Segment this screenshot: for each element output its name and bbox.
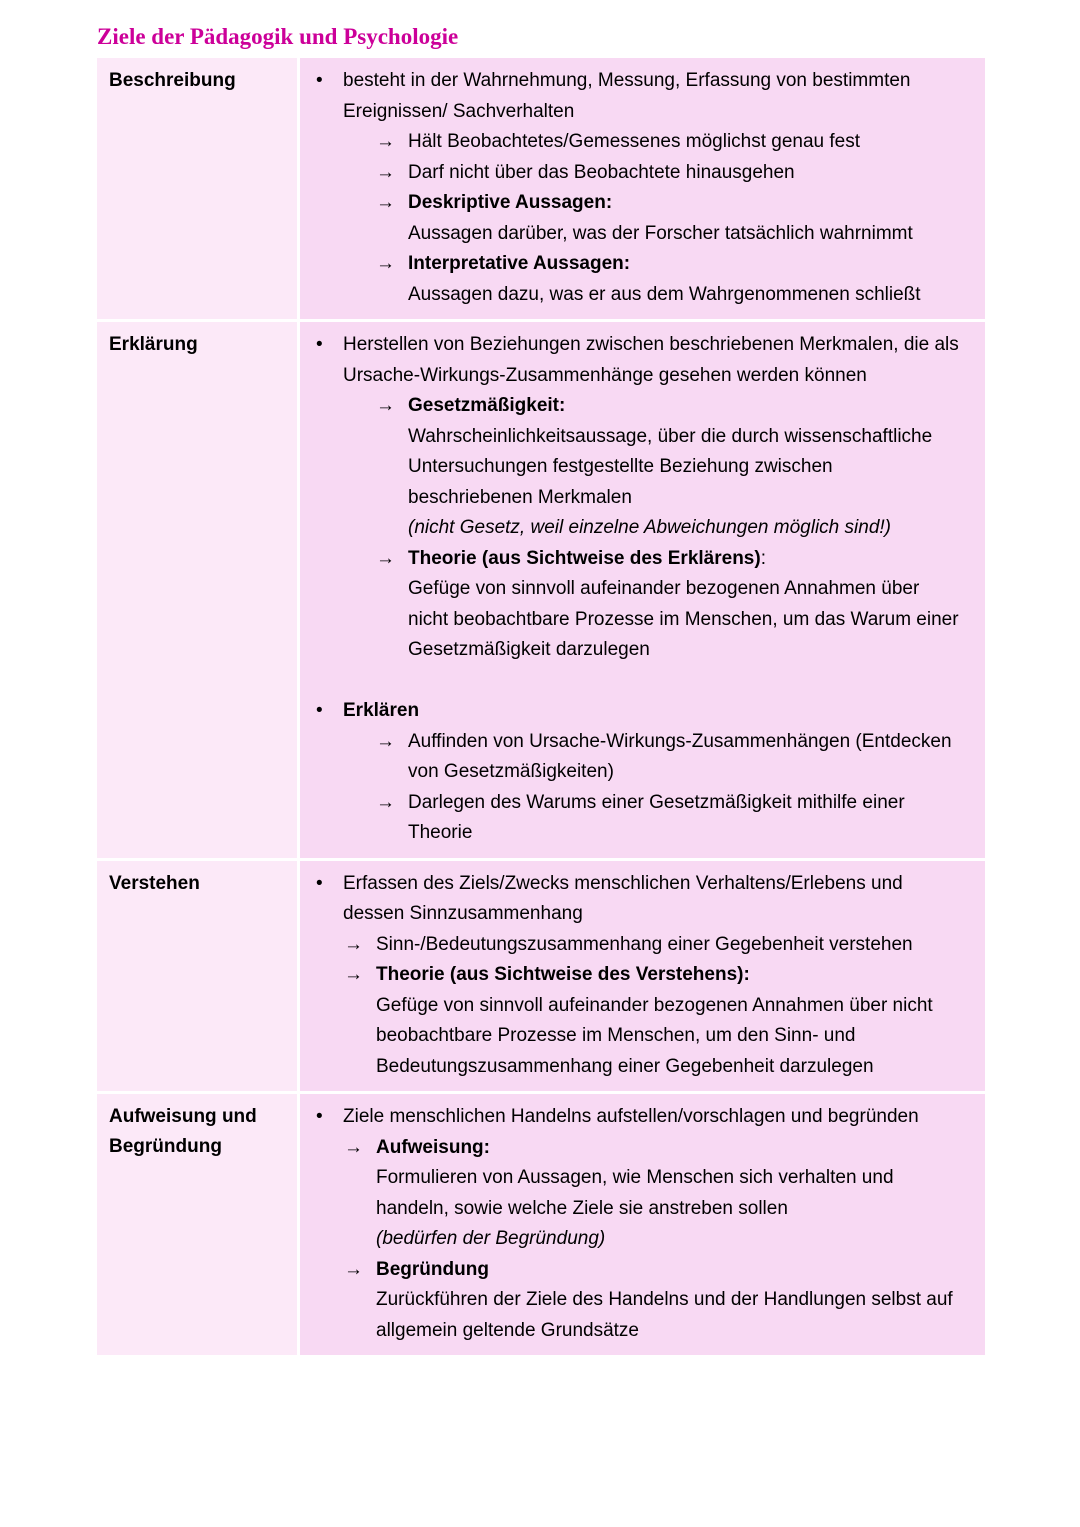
sub-text	[376, 1285, 961, 1346]
bullet-item	[316, 1102, 961, 1133]
arrow-item	[344, 960, 961, 991]
item-text: Sinn-/Bedeutungszusammenhang einer Gegebenheit verstehen	[376, 933, 913, 955]
arrow-item	[376, 127, 961, 158]
arrow-icon: →	[376, 791, 395, 813]
arrow-icon: →	[376, 161, 395, 183]
arrow-item	[344, 1133, 961, 1164]
arrow-item	[344, 1255, 961, 1286]
arrow-icon: →	[344, 933, 363, 955]
arrow-icon: →	[376, 395, 395, 416]
bullet-item	[316, 66, 961, 127]
arrow-item	[376, 158, 961, 189]
row-label: Verstehen	[97, 861, 297, 1092]
sub-text	[408, 422, 961, 514]
arrow-item	[344, 930, 961, 961]
item-text: Gefüge von sinnvoll aufeinander bezogenen Annahmen über nicht beobachtbare Prozesse im Menschen, um den Sinn- und Bedeutungszusammenhang einer Gegebenheit darzulegen	[376, 994, 933, 1077]
arrow-item	[376, 544, 961, 575]
item-text: Erklären	[343, 700, 420, 721]
item-text: Aussagen darüber, was der Forscher tatsächlich wahrnimmt	[408, 222, 913, 244]
bullet-icon: •	[316, 872, 323, 894]
item-text: Theorie (aus Sichtweise des Erklärens):	[408, 547, 766, 569]
item-text: Aussagen dazu, was er aus dem Wahrgenommenen schließt	[408, 283, 921, 305]
sub-text	[408, 513, 961, 544]
arrow-item	[376, 188, 961, 219]
arrow-icon: →	[376, 547, 395, 569]
arrow-icon: →	[376, 192, 395, 213]
arrow-item	[376, 391, 961, 422]
sub-text	[376, 1163, 961, 1224]
bullet-item	[316, 330, 961, 391]
arrow-icon: →	[344, 964, 363, 985]
blank-line	[316, 666, 961, 697]
item-text: Interpretative Aussagen:	[408, 253, 631, 274]
sub-text	[376, 991, 961, 1083]
row-content	[300, 58, 985, 319]
item-text: Hält Beobachtetes/Gemessenes möglichst genau fest	[408, 131, 861, 152]
bullet-icon: •	[316, 70, 323, 91]
item-text: (bedürfen der Begründung)	[376, 1228, 606, 1249]
item-text: Gefüge von sinnvoll aufeinander bezogenen Annahmen über nicht beobachtbare Prozesse im Menschen, um das Warum einer Gesetzmäßigkeit darzulegen	[408, 578, 959, 660]
item-text: Darf nicht über das Beobachtete hinausgehen	[408, 161, 795, 183]
page-title: Ziele der Pädagogik und Psychologie	[97, 24, 459, 49]
sub-text	[376, 1224, 961, 1255]
item-text: Darlegen des Warums einer Gesetzmäßigkeit mithilfe einer Theorie	[408, 791, 905, 843]
row-content	[300, 1094, 985, 1355]
row-label: Beschreibung	[97, 58, 297, 319]
row-content	[300, 322, 985, 858]
row-label: Aufweisung und Begründung	[97, 1094, 297, 1355]
sub-text	[408, 574, 961, 666]
item-text: Wahrscheinlichkeitsaussage, über die durch wissenschaftliche Untersuchungen festgestellte Beziehung zwischen beschriebenen Merkmalen	[408, 425, 933, 508]
sub-text	[408, 219, 961, 250]
item-text: besteht in der Wahrnehmung, Messung, Erfassung von bestimmten Ereignissen/ Sachverhalten	[343, 70, 911, 122]
arrow-icon: →	[344, 1258, 363, 1280]
arrow-icon: →	[344, 1136, 363, 1158]
item-text: Ziele menschlichen Handelns aufstellen/vorschlagen und begründen	[343, 1106, 919, 1127]
table-row	[97, 1094, 985, 1355]
table-row	[97, 322, 985, 858]
item-text: Erfassen des Ziels/Zwecks menschlichen Verhaltens/Erlebens und dessen Sinnzusammenhang	[343, 872, 903, 924]
arrow-item	[376, 788, 961, 849]
item-text: Gesetzmäßigkeit:	[408, 395, 566, 416]
item-text: Zurückführen der Ziele des Handelns und der Handlungen selbst auf allgemein geltende Grundsätze	[376, 1289, 953, 1341]
bullet-item	[316, 869, 961, 930]
arrow-item	[376, 727, 961, 788]
arrow-icon: →	[376, 730, 395, 752]
sub-text	[408, 280, 961, 311]
table-row	[97, 58, 985, 319]
arrow-icon: →	[376, 253, 395, 274]
bullet-icon: •	[316, 334, 323, 355]
item-text: Deskriptive Aussagen:	[408, 192, 613, 213]
item-text: Formulieren von Aussagen, wie Menschen sich verhalten und handeln, sowie welche Ziele sie anstreben sollen	[376, 1167, 894, 1219]
row-label: Erklärung	[97, 322, 297, 858]
item-text: Herstellen von Beziehungen zwischen beschriebenen Merkmalen, die als Ursache-Wirkungs-Zusammenhänge gesehen werden können	[343, 334, 959, 386]
bullet-item	[316, 696, 961, 727]
table-row	[97, 861, 985, 1092]
arrow-icon: →	[376, 131, 395, 152]
bullet-icon: •	[316, 700, 323, 721]
item-text: Auffinden von Ursache-Wirkungs-Zusammenhängen (Entdecken von Gesetzmäßigkeiten)	[408, 730, 952, 782]
notes-table	[97, 58, 985, 1358]
item-text: Begründung	[376, 1258, 489, 1280]
row-content	[300, 861, 985, 1092]
item-text: Aufweisung:	[376, 1136, 490, 1158]
bullet-icon: •	[316, 1106, 323, 1127]
item-text: Theorie (aus Sichtweise des Verstehens):	[376, 964, 750, 985]
arrow-item	[376, 249, 961, 280]
item-text: (nicht Gesetz, weil einzelne Abweichungen möglich sind!)	[408, 517, 891, 538]
